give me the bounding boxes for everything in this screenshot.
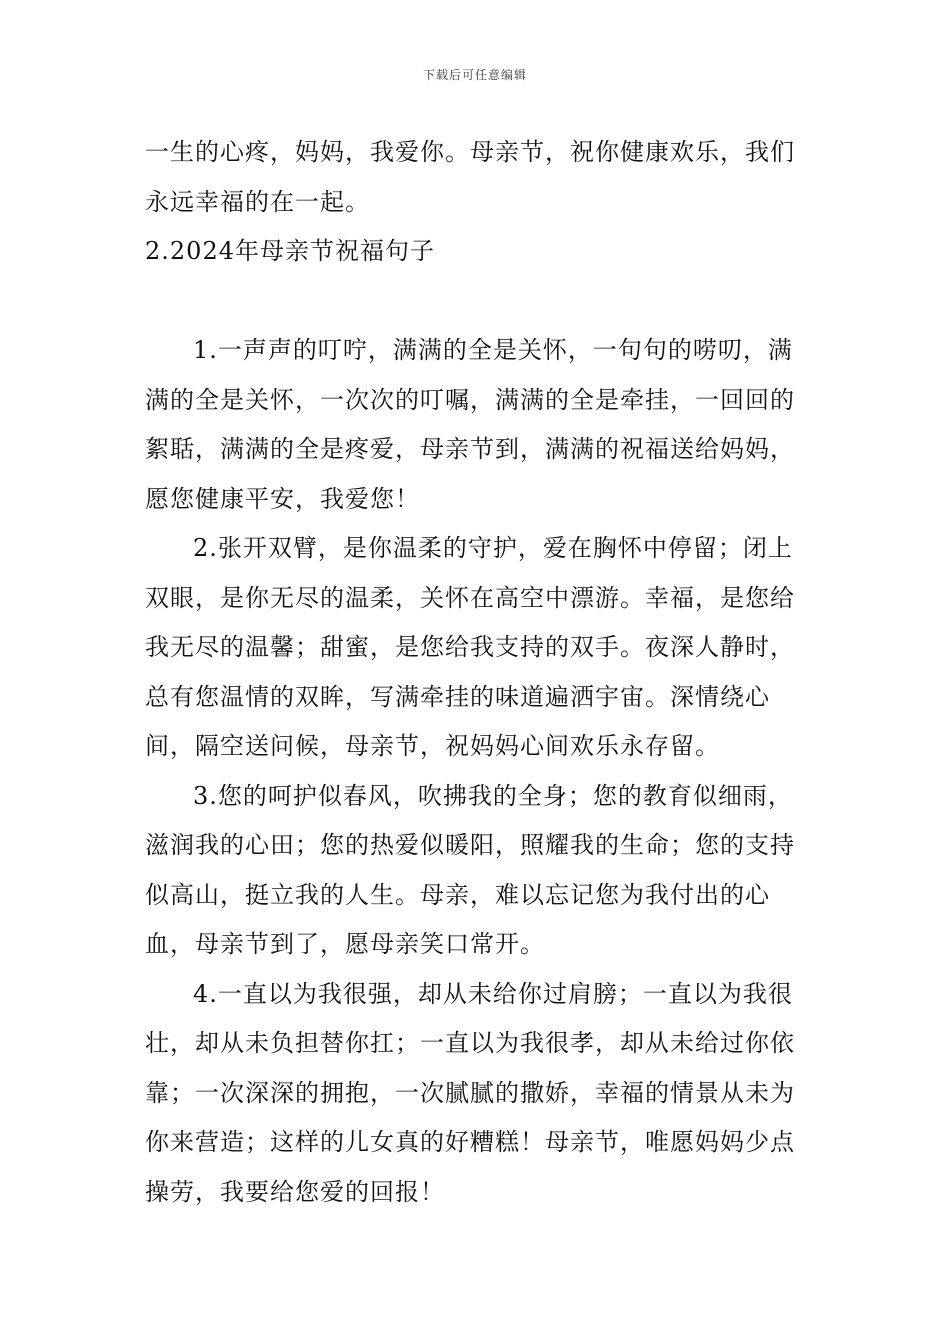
blank-line <box>145 277 815 327</box>
blessing-paragraph-2: 2.张开双臂，是你温柔的守护，爱在胸怀中停留；闭上双眼，是你无尽的温柔，关怀在高空中漂游。幸福，是您给我无尽的温馨；甜蜜，是您给我支持的双手。夜深人静时，总有您温情的双眸，写满牵挂的味道遍洒宇宙。深情绕心间，隔空送问候，母亲节，祝妈妈心间欢乐永存留。 <box>145 534 795 760</box>
intro-paragraph: 一生的心疼，妈妈，我爱你。母亲节，祝你健康欢乐，我们永远幸福的在一起。 <box>145 138 795 216</box>
section-heading: 2.2024年母亲节祝福句子 <box>145 237 435 265</box>
blessing-paragraph-1: 1.一声声的叮咛，满满的全是关怀，一句句的唠叨，满满的全是关怀，一次次的叮嘱，满满的全是牵挂，一回回的絮聒，满满的全是疼爱，母亲节到，满满的祝福送给妈妈，愿您健康平安，我爱您！ <box>145 336 795 513</box>
page-header: 下载后可任意编辑 <box>422 68 527 82</box>
document-body <box>145 128 815 1217</box>
blessing-paragraph-3: 3.您的呵护似春风，吹拂我的全身；您的教育似细雨，滋润我的心田；您的热爱似暖阳，照耀我的生命；您的支持似高山，挺立我的人生。母亲，难以忘记您为我付出的心血，母亲节到了，愿母亲笑口常开。 <box>145 781 795 958</box>
blessing-paragraph-4: 4.一直以为我很强，却从未给你过肩膀；一直以为我很壮，却从未负担替你扛；一直以为我很孝，却从未给过你依靠；一次深深的拥抱，一次腻腻的撒娇，幸福的情景从未为你来营造；这样的儿女真的好糟糕！母亲节，唯愿妈妈少点操劳，我要给您爱的回报！ <box>145 979 795 1206</box>
